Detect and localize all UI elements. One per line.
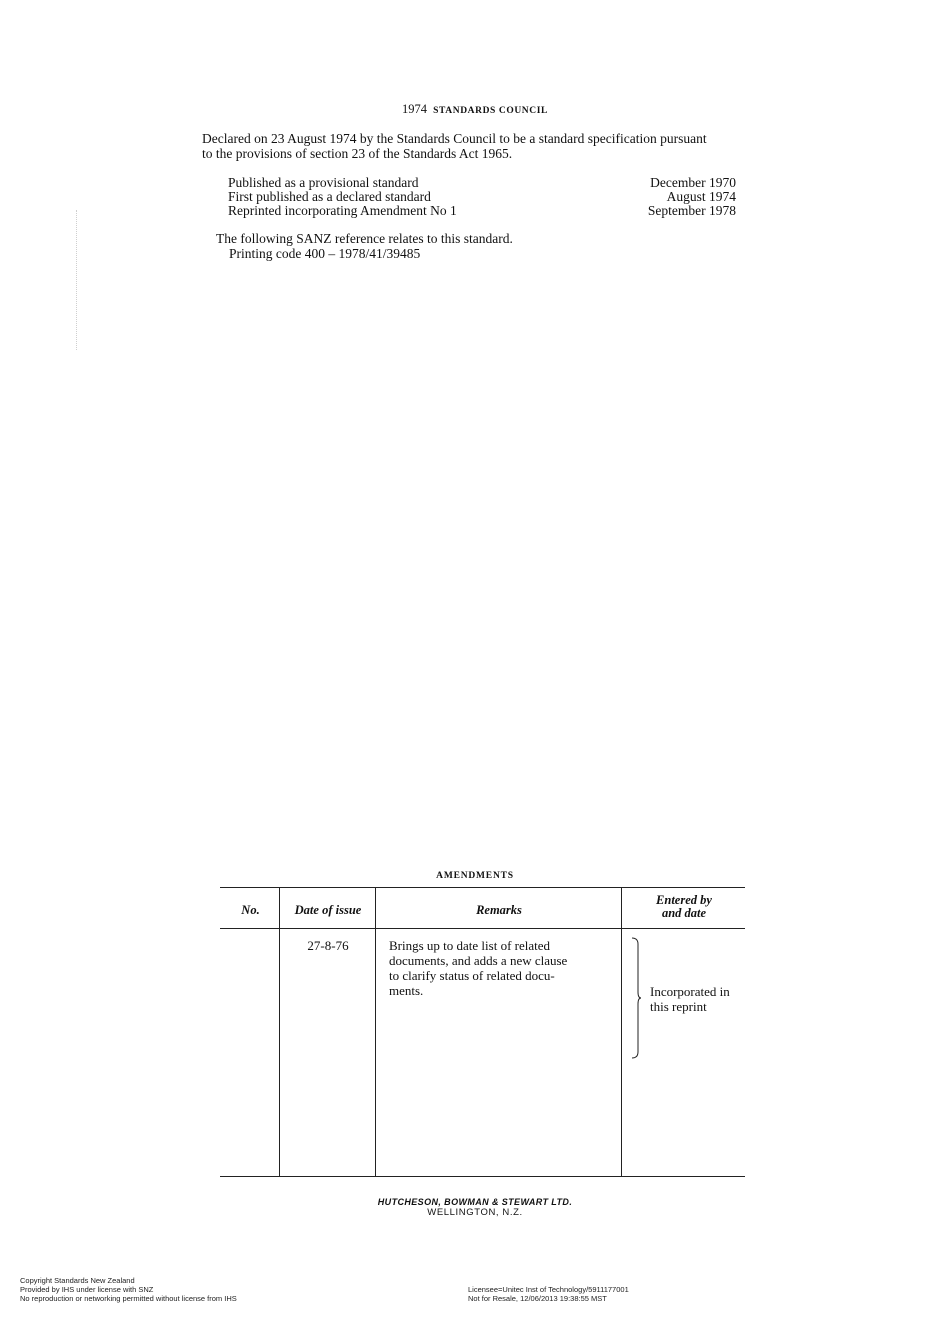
footer-license — [468, 1285, 629, 1303]
header-entered-line: Entered by — [656, 893, 712, 907]
table-bottom-rule — [220, 1176, 745, 1177]
page-heading — [0, 102, 950, 117]
header-entered — [623, 894, 745, 920]
entered-line: Incorporated in — [650, 984, 730, 999]
remarks-line: ments. — [389, 983, 424, 998]
printer-imprint — [0, 1197, 950, 1218]
footer-line: Copyright Standards New Zealand — [20, 1276, 135, 1285]
scan-margin-mark — [76, 210, 79, 350]
declaration-line: to the provisions of section 23 of the Standards Act 1965. — [202, 146, 513, 161]
header-date: Date of issue — [294, 903, 362, 917]
table-header-rule — [220, 928, 745, 929]
remarks-line: Brings up to date list of related — [389, 938, 551, 953]
history-label: First published as a declared standard — [228, 189, 431, 204]
table-column-divider — [279, 887, 280, 1176]
history-label: Published as a provisional standard — [228, 175, 419, 190]
remarks-line: documents, and adds a new clause — [389, 953, 568, 968]
row-remarks — [389, 938, 567, 998]
heading-council: STANDARDS COUNCIL — [433, 106, 548, 116]
history-date: August 1974 — [666, 189, 736, 204]
printer-name: HUTCHESON, BOWMAN & STEWART LTD. — [377, 1197, 573, 1207]
header-no: No. — [241, 903, 260, 917]
declaration-line: Declared on 23 August 1974 by the Standards Council to be a standard specification pursuant — [202, 131, 707, 146]
history-date: December 1970 — [650, 175, 736, 190]
history-date: September 1978 — [647, 203, 736, 218]
row-date: 27-8-76 — [307, 938, 349, 953]
reference-line: The following SANZ reference relates to this standard. — [216, 231, 513, 246]
header-remarks: Remarks — [476, 903, 522, 917]
remarks-line: to clarify status of related docu- — [389, 968, 555, 983]
table-column-divider — [621, 887, 622, 1176]
declaration-text — [202, 131, 707, 161]
header-entered-line: and date — [661, 906, 707, 920]
footer-line: Provided by IHS under license with SNZ — [20, 1285, 154, 1294]
footer-copyright — [20, 1276, 237, 1303]
printing-code: Printing code 400 – 1978/41/39485 — [229, 246, 421, 261]
amendments-title: AMENDMENTS — [436, 871, 514, 881]
table-top-rule — [220, 887, 745, 888]
table-column-divider — [375, 887, 376, 1176]
heading-year: 1974 — [402, 102, 428, 116]
footer-line: Not for Resale, 12/06/2013 19:38:55 MST — [468, 1294, 607, 1303]
brace-icon — [628, 936, 644, 1060]
printer-city: WELLINGTON, N.Z. — [427, 1207, 523, 1218]
footer-line: Licensee=Unitec Inst of Technology/5911177001 — [468, 1285, 629, 1294]
footer-line: No reproduction or networking permitted without license from IHS — [20, 1294, 237, 1303]
entered-line: this reprint — [650, 999, 707, 1014]
row-entered — [650, 984, 730, 1014]
history-label: Reprinted incorporating Amendment No 1 — [228, 203, 457, 218]
